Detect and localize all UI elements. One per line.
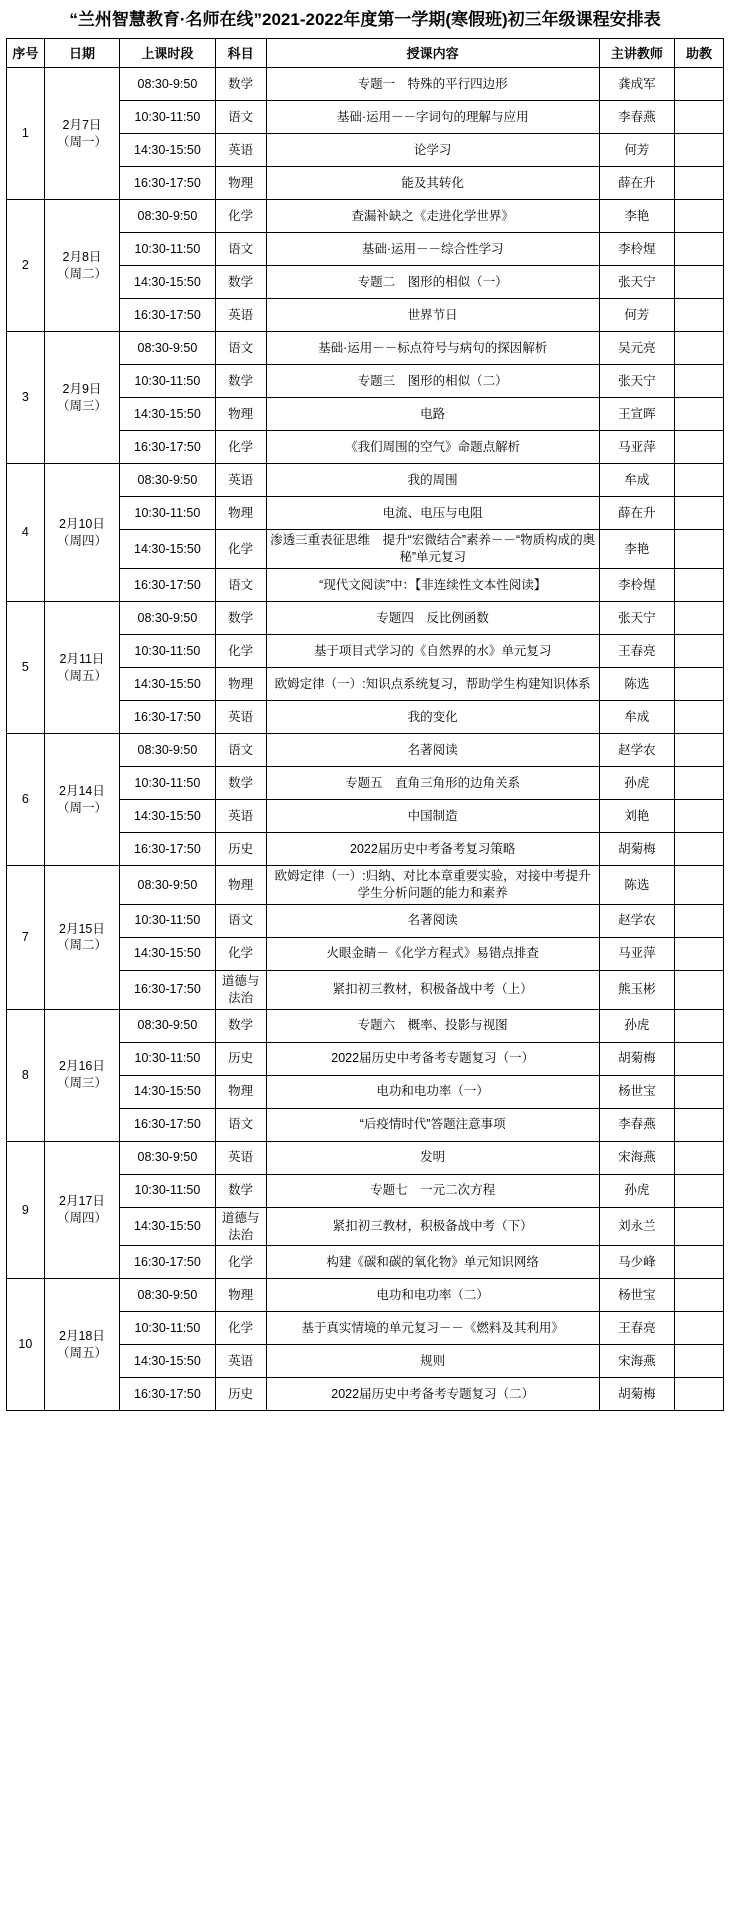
cell-assistant [675,1312,724,1345]
cell-assistant [675,701,724,734]
cell-course-content: 基础·运用－－综合性学习 [266,233,599,266]
cell-subject: 化学 [215,530,266,569]
cell-time-slot: 10:30-11:50 [120,101,215,134]
cell-time-slot: 16:30-17:50 [120,1378,215,1411]
cell-course-content: 电功和电功率（二） [266,1279,599,1312]
cell-assistant [675,1279,724,1312]
cell-course-content: 《我们周围的空气》命题点解析 [266,431,599,464]
cell-date [44,200,119,332]
cell-time-slot: 16:30-17:50 [120,1246,215,1279]
cell-assistant [675,530,724,569]
table-row [7,866,724,905]
cell-course-content: 电功和电功率（一） [266,1075,599,1108]
cell-assistant [675,970,724,1009]
date-text: 2月18日 [59,1329,105,1344]
cell-teacher: 王宣晖 [599,398,674,431]
cell-assistant [675,167,724,200]
cell-subject: 化学 [215,1246,266,1279]
cell-subject: 数学 [215,68,266,101]
table-row [7,464,724,497]
cell-subject: 语文 [215,569,266,602]
cell-assistant [675,800,724,833]
cell-assistant [675,1009,724,1042]
cell-assistant [675,398,724,431]
cell-course-content: “现代文阅读”中：【非连续性文本性阅读】 [266,569,599,602]
weekday-text: （周五） [56,1345,107,1360]
cell-time-slot: 14:30-15:50 [120,1075,215,1108]
column-header-teacher: 主讲教师 [599,39,674,68]
cell-time-slot: 10:30-11:50 [120,497,215,530]
cell-time-slot: 14:30-15:50 [120,134,215,167]
cell-teacher: 龚成军 [599,68,674,101]
table-row [7,68,724,101]
cell-time-slot: 16:30-17:50 [120,1108,215,1141]
cell-course-content: 名著阅读 [266,904,599,937]
cell-teacher: 吴元亮 [599,332,674,365]
cell-subject: 化学 [215,431,266,464]
cell-sequence: 10 [7,1279,45,1411]
cell-teacher: 马少峰 [599,1246,674,1279]
cell-sequence: 4 [7,464,45,602]
cell-assistant [675,833,724,866]
cell-time-slot: 14:30-15:50 [120,800,215,833]
cell-time-slot: 16:30-17:50 [120,833,215,866]
cell-teacher: 胡菊梅 [599,1378,674,1411]
cell-assistant [675,464,724,497]
cell-time-slot: 10:30-11:50 [120,767,215,800]
table-row [7,1279,724,1312]
cell-sequence: 5 [7,602,45,734]
cell-assistant [675,266,724,299]
weekday-text: （周二） [56,938,107,953]
cell-sequence: 9 [7,1141,45,1279]
subject-line: 法治 [228,990,254,1005]
cell-date [44,464,119,602]
table-header [7,39,724,68]
cell-assistant [675,431,724,464]
cell-course-content: 发明 [266,1141,599,1174]
cell-assistant [675,866,724,905]
date-text: 2月17日 [59,1194,105,1209]
cell-time-slot: 08:30-9:50 [120,200,215,233]
cell-time-slot: 08:30-9:50 [120,68,215,101]
cell-course-content: 欧姆定律（一）:知识点系统复习，帮助学生构建知识体系 [266,668,599,701]
cell-assistant [675,602,724,635]
cell-assistant [675,635,724,668]
cell-assistant [675,1207,724,1246]
cell-assistant [675,1042,724,1075]
cell-course-content: 紧扣初三教材，积极备战中考（上） [266,970,599,1009]
cell-subject: 数学 [215,266,266,299]
cell-course-content: 中国制造 [266,800,599,833]
cell-course-content: 专题五 直角三角形的边角关系 [266,767,599,800]
column-header-date: 日期 [44,39,119,68]
header-row [7,39,724,68]
cell-time-slot: 08:30-9:50 [120,1141,215,1174]
cell-course-content: 电流、电压与电阻 [266,497,599,530]
cell-subject: 英语 [215,464,266,497]
cell-time-slot: 10:30-11:50 [120,365,215,398]
weekday-text: （周四） [56,1211,107,1226]
cell-course-content: 渗透三重表征思维 提升“宏微结合”素养－－“物质构成的奥秘”单元复习 [266,530,599,569]
column-header-assistant: 助教 [675,39,724,68]
cell-date [44,68,119,200]
cell-teacher: 刘艳 [599,800,674,833]
cell-teacher: 李柃煋 [599,569,674,602]
cell-time-slot: 08:30-9:50 [120,1279,215,1312]
cell-course-content: 基于项目式学习的《自然界的水》单元复习 [266,635,599,668]
cell-subject: 物理 [215,398,266,431]
weekday-text: （周一） [56,134,107,149]
column-header-time: 上课时段 [120,39,215,68]
cell-course-content: 火眼金睛－《化学方程式》易错点排查 [266,937,599,970]
cell-subject: 语文 [215,101,266,134]
cell-course-content: 基础·运用－－标点符号与病句的探因解析 [266,332,599,365]
cell-assistant [675,299,724,332]
cell-assistant [675,332,724,365]
cell-course-content: 能及其转化 [266,167,599,200]
cell-course-content: 欧姆定律（一）:归纳、对比本章重要实验，对接中考提升学生分析问题的能力和素养 [266,866,599,905]
cell-subject: 数学 [215,767,266,800]
cell-subject: 化学 [215,1312,266,1345]
cell-time-slot: 16:30-17:50 [120,299,215,332]
table-row [7,1141,724,1174]
schedule-table [6,38,724,1411]
cell-time-slot: 16:30-17:50 [120,569,215,602]
cell-course-content: 2022届历史中考备考专题复习（一） [266,1042,599,1075]
cell-course-content: 紧扣初三教材，积极备战中考（下） [266,1207,599,1246]
cell-teacher: 王春亮 [599,635,674,668]
table-row [7,200,724,233]
cell-assistant [675,68,724,101]
cell-course-content: “后疫情时代”答题注意事项 [266,1108,599,1141]
cell-teacher: 何芳 [599,134,674,167]
cell-date [44,734,119,866]
cell-teacher: 陈选 [599,866,674,905]
cell-assistant [675,937,724,970]
table-row [7,1009,724,1042]
cell-date [44,332,119,464]
cell-assistant [675,1108,724,1141]
cell-course-content: 专题六 概率、投影与视图 [266,1009,599,1042]
cell-subject: 英语 [215,1141,266,1174]
cell-teacher: 牟成 [599,701,674,734]
cell-course-content: 专题七 一元二次方程 [266,1174,599,1207]
cell-assistant [675,1174,724,1207]
cell-subject: 物理 [215,167,266,200]
table-row [7,734,724,767]
date-text: 2月15日 [59,921,105,936]
cell-teacher: 刘永兰 [599,1207,674,1246]
cell-teacher: 张天宁 [599,365,674,398]
cell-assistant [675,101,724,134]
cell-subject: 英语 [215,134,266,167]
cell-course-content: 名著阅读 [266,734,599,767]
cell-subject: 语文 [215,734,266,767]
subject-line: 道德与 [221,1210,260,1225]
cell-teacher: 薛在升 [599,167,674,200]
table-row [7,602,724,635]
cell-time-slot: 10:30-11:50 [120,1042,215,1075]
cell-teacher: 何芳 [599,299,674,332]
cell-teacher: 王春亮 [599,1312,674,1345]
cell-sequence: 2 [7,200,45,332]
cell-subject: 历史 [215,833,266,866]
cell-course-content: 我的周围 [266,464,599,497]
cell-teacher: 孙虎 [599,1174,674,1207]
cell-assistant [675,365,724,398]
date-text: 2月8日 [62,250,102,265]
cell-course-content: 2022届历史中考备考专题复习（二） [266,1378,599,1411]
cell-time-slot: 16:30-17:50 [120,970,215,1009]
cell-course-content: 构建《碳和碳的氧化物》单元知识网络 [266,1246,599,1279]
table-body [7,68,724,1411]
cell-subject: 语文 [215,332,266,365]
cell-assistant [675,134,724,167]
cell-course-content: 2022届历史中考备考复习策略 [266,833,599,866]
cell-time-slot: 08:30-9:50 [120,602,215,635]
cell-teacher: 陈选 [599,668,674,701]
cell-subject: 数学 [215,602,266,635]
cell-subject: 英语 [215,701,266,734]
cell-time-slot: 10:30-11:50 [120,233,215,266]
cell-time-slot: 08:30-9:50 [120,734,215,767]
cell-teacher: 牟成 [599,464,674,497]
cell-subject: 化学 [215,635,266,668]
cell-course-content: 基础·运用－－字词句的理解与应用 [266,101,599,134]
cell-assistant [675,1141,724,1174]
cell-sequence: 3 [7,332,45,464]
cell-teacher: 胡菊梅 [599,833,674,866]
cell-time-slot: 14:30-15:50 [120,1207,215,1246]
cell-assistant [675,569,724,602]
table-row [7,332,724,365]
cell-subject: 化学 [215,937,266,970]
cell-time-slot: 08:30-9:50 [120,866,215,905]
cell-subject: 历史 [215,1378,266,1411]
cell-subject: 数学 [215,1174,266,1207]
page-title: “兰州智慧教育·名师在线”2021-2022年度第一学期(寒假班)初三年级课程安排表 [69,10,661,29]
cell-assistant [675,734,724,767]
date-text: 2月14日 [59,783,105,798]
date-text: 2月7日 [62,118,102,133]
cell-subject: 英语 [215,1345,266,1378]
cell-course-content: 专题三 图形的相似（二） [266,365,599,398]
cell-teacher: 薛在升 [599,497,674,530]
cell-assistant [675,668,724,701]
cell-teacher: 张天宁 [599,602,674,635]
cell-time-slot: 08:30-9:50 [120,464,215,497]
date-text: 2月16日 [59,1059,105,1074]
column-header-seq: 序号 [7,39,45,68]
cell-assistant [675,904,724,937]
cell-subject: 英语 [215,299,266,332]
cell-teacher: 李艳 [599,200,674,233]
cell-subject: 物理 [215,497,266,530]
cell-subject: 物理 [215,866,266,905]
cell-teacher: 孙虎 [599,1009,674,1042]
cell-date [44,1279,119,1411]
weekday-text: （周三） [56,398,107,413]
weekday-text: （周五） [56,668,107,683]
cell-time-slot: 14:30-15:50 [120,668,215,701]
cell-time-slot: 10:30-11:50 [120,635,215,668]
cell-subject: 数学 [215,365,266,398]
cell-teacher: 马亚萍 [599,937,674,970]
cell-teacher: 李春燕 [599,101,674,134]
cell-course-content: 专题四 反比例函数 [266,602,599,635]
cell-subject: 物理 [215,1075,266,1108]
subject-line: 法治 [228,1227,254,1242]
cell-teacher: 宋海燕 [599,1141,674,1174]
cell-time-slot: 16:30-17:50 [120,701,215,734]
cell-date [44,602,119,734]
cell-teacher: 李春燕 [599,1108,674,1141]
cell-sequence: 7 [7,866,45,1010]
cell-subject: 物理 [215,668,266,701]
cell-time-slot: 14:30-15:50 [120,1345,215,1378]
weekday-text: （周三） [56,1076,107,1091]
cell-teacher: 李艳 [599,530,674,569]
cell-teacher: 李柃煋 [599,233,674,266]
cell-teacher: 杨世宝 [599,1075,674,1108]
cell-time-slot: 14:30-15:50 [120,530,215,569]
cell-time-slot: 10:30-11:50 [120,1312,215,1345]
cell-assistant [675,1378,724,1411]
cell-time-slot: 16:30-17:50 [120,167,215,200]
cell-time-slot: 14:30-15:50 [120,398,215,431]
date-text: 2月11日 [59,651,105,666]
date-text: 2月10日 [59,516,105,531]
cell-date [44,1141,119,1279]
cell-course-content: 电路 [266,398,599,431]
cell-subject: 物理 [215,1279,266,1312]
cell-assistant [675,1246,724,1279]
cell-time-slot: 10:30-11:50 [120,904,215,937]
cell-assistant [675,1345,724,1378]
cell-subject: 英语 [215,800,266,833]
cell-teacher: 张天宁 [599,266,674,299]
cell-course-content: 基于真实情境的单元复习－－《燃料及其利用》 [266,1312,599,1345]
cell-assistant [675,767,724,800]
cell-subject: 语文 [215,1108,266,1141]
column-header-content: 授课内容 [266,39,599,68]
weekday-text: （周二） [56,266,107,281]
cell-subject: 数学 [215,1009,266,1042]
cell-subject: 历史 [215,1042,266,1075]
cell-course-content: 专题二 图形的相似（一） [266,266,599,299]
weekday-text: （周四） [56,533,107,548]
cell-subject: 语文 [215,233,266,266]
cell-assistant [675,200,724,233]
cell-subject [215,970,266,1009]
cell-sequence: 1 [7,68,45,200]
cell-teacher: 宋海燕 [599,1345,674,1378]
cell-teacher: 熊玉彬 [599,970,674,1009]
cell-assistant [675,233,724,266]
cell-teacher: 赵学农 [599,904,674,937]
weekday-text: （周一） [56,800,107,815]
cell-teacher: 孙虎 [599,767,674,800]
cell-course-content: 规则 [266,1345,599,1378]
cell-time-slot: 14:30-15:50 [120,937,215,970]
cell-assistant [675,1075,724,1108]
cell-course-content: 专题一 特殊的平行四边形 [266,68,599,101]
cell-time-slot: 16:30-17:50 [120,431,215,464]
cell-sequence: 8 [7,1009,45,1141]
cell-teacher: 胡菊梅 [599,1042,674,1075]
cell-subject [215,1207,266,1246]
cell-time-slot: 10:30-11:50 [120,1174,215,1207]
cell-course-content: 世界节日 [266,299,599,332]
date-text: 2月9日 [62,382,102,397]
column-header-subject: 科目 [215,39,266,68]
cell-course-content: 我的变化 [266,701,599,734]
cell-teacher: 赵学农 [599,734,674,767]
cell-assistant [675,497,724,530]
cell-sequence: 6 [7,734,45,866]
cell-time-slot: 08:30-9:50 [120,1009,215,1042]
cell-time-slot: 08:30-9:50 [120,332,215,365]
cell-teacher: 马亚萍 [599,431,674,464]
cell-subject: 语文 [215,904,266,937]
subject-line: 道德与 [221,973,260,988]
cell-course-content: 查漏补缺之《走进化学世界》 [266,200,599,233]
cell-time-slot: 14:30-15:50 [120,266,215,299]
cell-date [44,866,119,1010]
cell-date [44,1009,119,1141]
cell-course-content: 论学习 [266,134,599,167]
cell-teacher: 杨世宝 [599,1279,674,1312]
cell-subject: 化学 [215,200,266,233]
